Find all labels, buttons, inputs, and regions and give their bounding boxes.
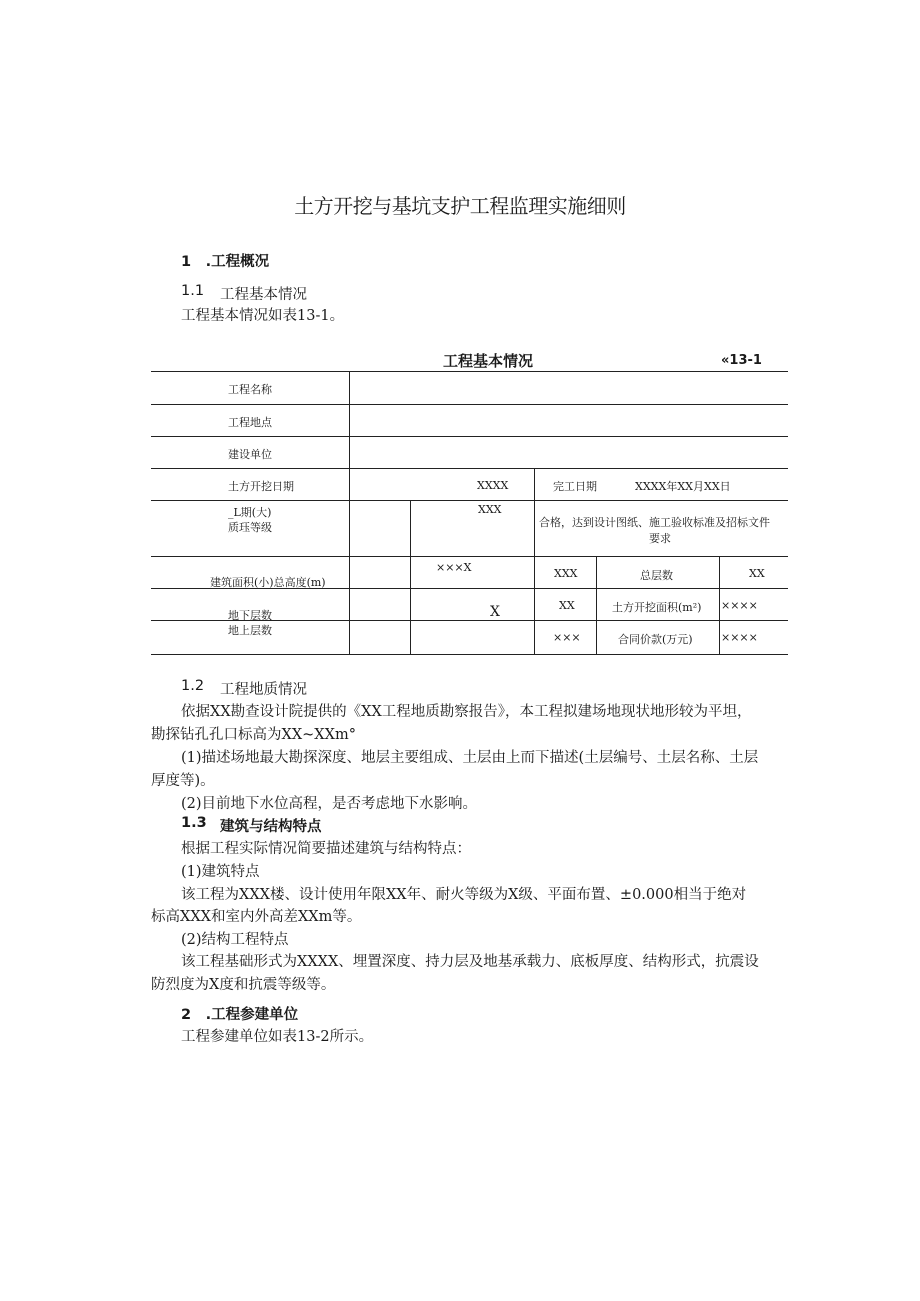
section-1-2-title: 工程地质情况 (220, 682, 307, 698)
label-excavation-date: 土方开挖日期 (228, 480, 294, 493)
s12-paragraph2-line1: (1)描述场地最大勘探深度、地层主要组成、土层由上而下描述(土层编号、土层名称、土层 (181, 750, 759, 766)
label-excavation-area: 土方开挖面积(m²) (612, 601, 702, 614)
value-quality-line2: 要求 (649, 532, 671, 545)
s13-arch-line2: 标高XXX和室内外高差XXm等。 (151, 909, 362, 925)
s12-paragraph1-line2: 勘探钻孔孔口标高为XX~XXm° (151, 727, 356, 743)
s13-arch-line1: 该工程为XXX楼、设计使用年限XX年、耐火等级为X级、平面布置、±0.000相当于绝对 (181, 887, 747, 903)
label-above-floors: 地上层数 (228, 624, 272, 637)
label-project-location: 工程地点 (228, 416, 272, 429)
s13-arch-heading: (1)建筑特点 (181, 864, 260, 880)
table-rule (151, 436, 788, 437)
section-2-heading: 2 .工程参建单位 (181, 1007, 299, 1023)
s13-struct-heading: (2)结构工程特点 (181, 932, 289, 948)
label-project-name: 工程名称 (228, 383, 272, 396)
section-1-1-text: 工程基本情况如表13-1。 (181, 308, 345, 324)
table-number: «13-1 (721, 353, 762, 368)
value-above-floors: ××× (553, 631, 581, 644)
value-quality-line1: 合格，达到设计图纸、施工验收标准及招标文件 (539, 516, 770, 529)
table-col-rule (349, 371, 350, 654)
value-excavation-date: XXXX (477, 479, 509, 492)
label-contract: 合同价款(万元) (618, 633, 693, 646)
document-title: 土方开挖与基坑支护工程监理实施细则 (294, 194, 626, 218)
value-excavation-area: ×××× (721, 599, 758, 612)
section-1-3-number: 1.3 (181, 815, 207, 831)
section-1-3-title: 建筑与结构特点 (220, 819, 322, 835)
value-completion-date: XXXX年XX月XX日 (635, 480, 731, 493)
label-area-height: 建筑面积(小)总高度(m) (210, 576, 326, 589)
s12-paragraph3: (2)目前地下水位高程，是否考虑地下水影响。 (181, 796, 478, 812)
table-rule (151, 500, 788, 501)
section-1-2-number: 1.2 (181, 678, 205, 694)
section-2-text: 工程参建单位如表13-2所示。 (181, 1029, 374, 1045)
table-rule (151, 404, 788, 405)
value-basement2: XX (559, 599, 575, 612)
table-col-rule (596, 556, 597, 654)
value-height: XXX (554, 567, 578, 580)
table-rule (151, 556, 788, 557)
s12-paragraph1-line1: 依据XX勘查设计院提供的《XX工程地质勘察报告》，本工程拟建场地现状地形较为平坦， (181, 704, 752, 720)
label-total-floors: 总层数 (640, 569, 673, 582)
label-basement-floors: 地下层数 (228, 609, 272, 622)
value-contract: ×××× (721, 631, 758, 644)
s13-struct-line2: 防烈度为X度和抗震等级等。 (151, 977, 336, 993)
table-col-rule (719, 556, 720, 654)
label-builder: 建设单位 (228, 448, 272, 461)
section-1-heading: 1 .工程概况 (181, 254, 270, 270)
label-quality: 质珏等级 (228, 521, 272, 534)
value-period: XXX (478, 503, 502, 516)
label-completion-date: 完工日期 (553, 480, 597, 493)
table-title: 工程基本情况 (443, 352, 534, 370)
table-rule (151, 468, 788, 469)
s12-paragraph2-line2: 厚度等)。 (151, 773, 215, 789)
table-col-rule (410, 500, 411, 654)
value-basement: X (490, 604, 500, 620)
s13-intro: 根据工程实际情况简要描述建筑与结构特点： (181, 841, 471, 857)
value-total-floors: XX (749, 567, 765, 580)
table-rule (151, 654, 788, 655)
label-period: _L期(大) (228, 506, 272, 519)
section-1-1-title: 工程基本情况 (220, 287, 307, 303)
section-1-1-number: 1.1 (181, 283, 205, 299)
table-col-rule (534, 468, 535, 654)
table-rule (151, 371, 788, 372)
value-area: ×××X (436, 561, 472, 574)
s13-struct-line1: 该工程基础形式为XXXX、埋置深度、持力层及地基承载力、底板厚度、结构形式，抗震设 (181, 954, 759, 970)
